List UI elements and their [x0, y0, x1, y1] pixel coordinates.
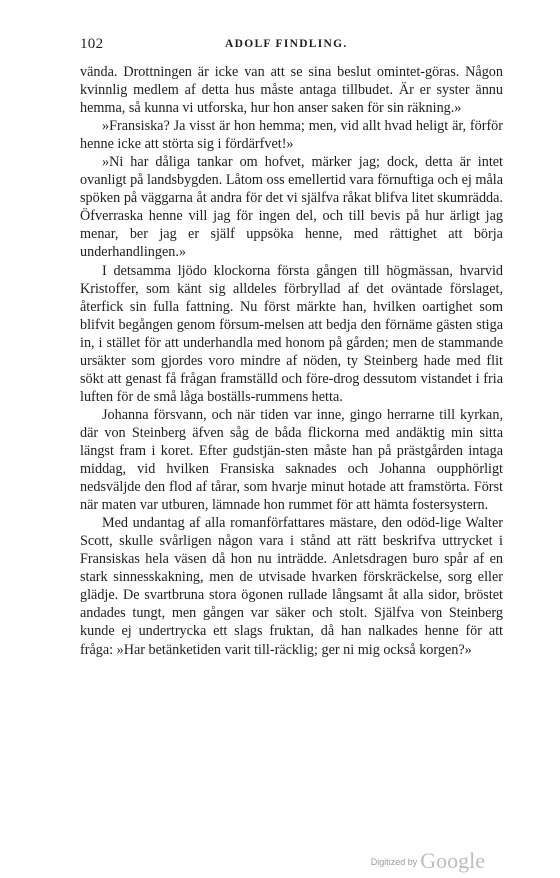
paragraph: Johanna försvann, och när tiden var inne, gingo herrarne till kyrkan, där von Steinberg äfven såg de båda flickorna med andäktig min sitta längst fram i koret. Efter gudstjän-sten måste han på prästgården intaga middag, vid hvilken Fransiska saknades och Johanna oupphörligt nedsväljde den flod af tårar, som hvarje minut hotade att framstörta. Först när maten var utburen, lämnade hon rummet för att hämta fostersystern.: [80, 406, 503, 514]
running-head: ADOLF FINDLING.: [225, 38, 348, 50]
google-logo: Google: [420, 848, 485, 873]
paragraph: »Fransiska? Ja visst är hon hemma; men, vid allt hvad heligt är, förför henne icke att störta sig i fördärfvet!»: [80, 118, 503, 153]
page-number: 102: [80, 36, 104, 52]
page-header: [80, 36, 500, 56]
paragraph: »Ni har dåliga tankar om hofvet, märker jag; dock, detta är intet ovanligt på landsbygden. Låtom oss emellertid vara förnuftiga och ej måla spöken på väggarna åt andra för det vi själfva råkat blifva litet skumrädda. Öfverraska henne vill jag för ingen del, och till bevis på hur ärligt jag menar, ber jag er själf uppsöka henne, med rättighet att börja underhandlingen.»: [80, 154, 503, 261]
paragraph: Med undantag af alla romanförfattares mästare, den odöd-lige Walter Scott, skulle svårligen någon vara i stånd att rätt beskrifva uttrycket i Fransiskas hela väsen då hon nu inträdde. Anletsdragen buro spår af en stark sinnesskakning, men de utvisade hvarken förskräckelse, sorg eller glädje. De svartbruna stora ögonen rullade långsamt åt alla sidor, bröstet andades tungt, men gången var säker och stolt. Själfva von Steinberg kunde ej undertrycka ett slags fruktan, då han nalkades henne för att fråga: »Har betänketiden varit till-räcklig; ger ni mig också korgen?»: [80, 515, 503, 658]
paragraph: I detsamma ljödo klockorna första gången till högmässan, hvarvid Kristoffer, som känt sig alldeles förbryllad af det oväntade förslaget, återfick sin fulla fattning. Nu först märkte han, hvilken oartighet som blifvit begången genom försum-melsen att bedja den förnäme gästen stiga in, i stället för att underhandla med honom på gården; men de stammande ursäkter som gjordes voro mindre af nöden, ty Steinberg hade med flit sökt att genast få frågan framställd och före-drog dessutom vistandet i fria luften för de små låga boställs-rummens hetta.: [80, 262, 503, 405]
body-text: [80, 63, 503, 659]
digitization-watermark: [371, 848, 485, 874]
paragraph-continuation: vända. Drottningen är icke van att se sina beslut omintet-göras. Någon kvinnlig medlem af detta hus måste antaga tillbudet. Är er syster ännu hemma, så kunna vi utforska, hur hon anser saken för sin räkning.»: [80, 64, 503, 117]
digitized-by-label: Digitized by: [370, 857, 418, 867]
